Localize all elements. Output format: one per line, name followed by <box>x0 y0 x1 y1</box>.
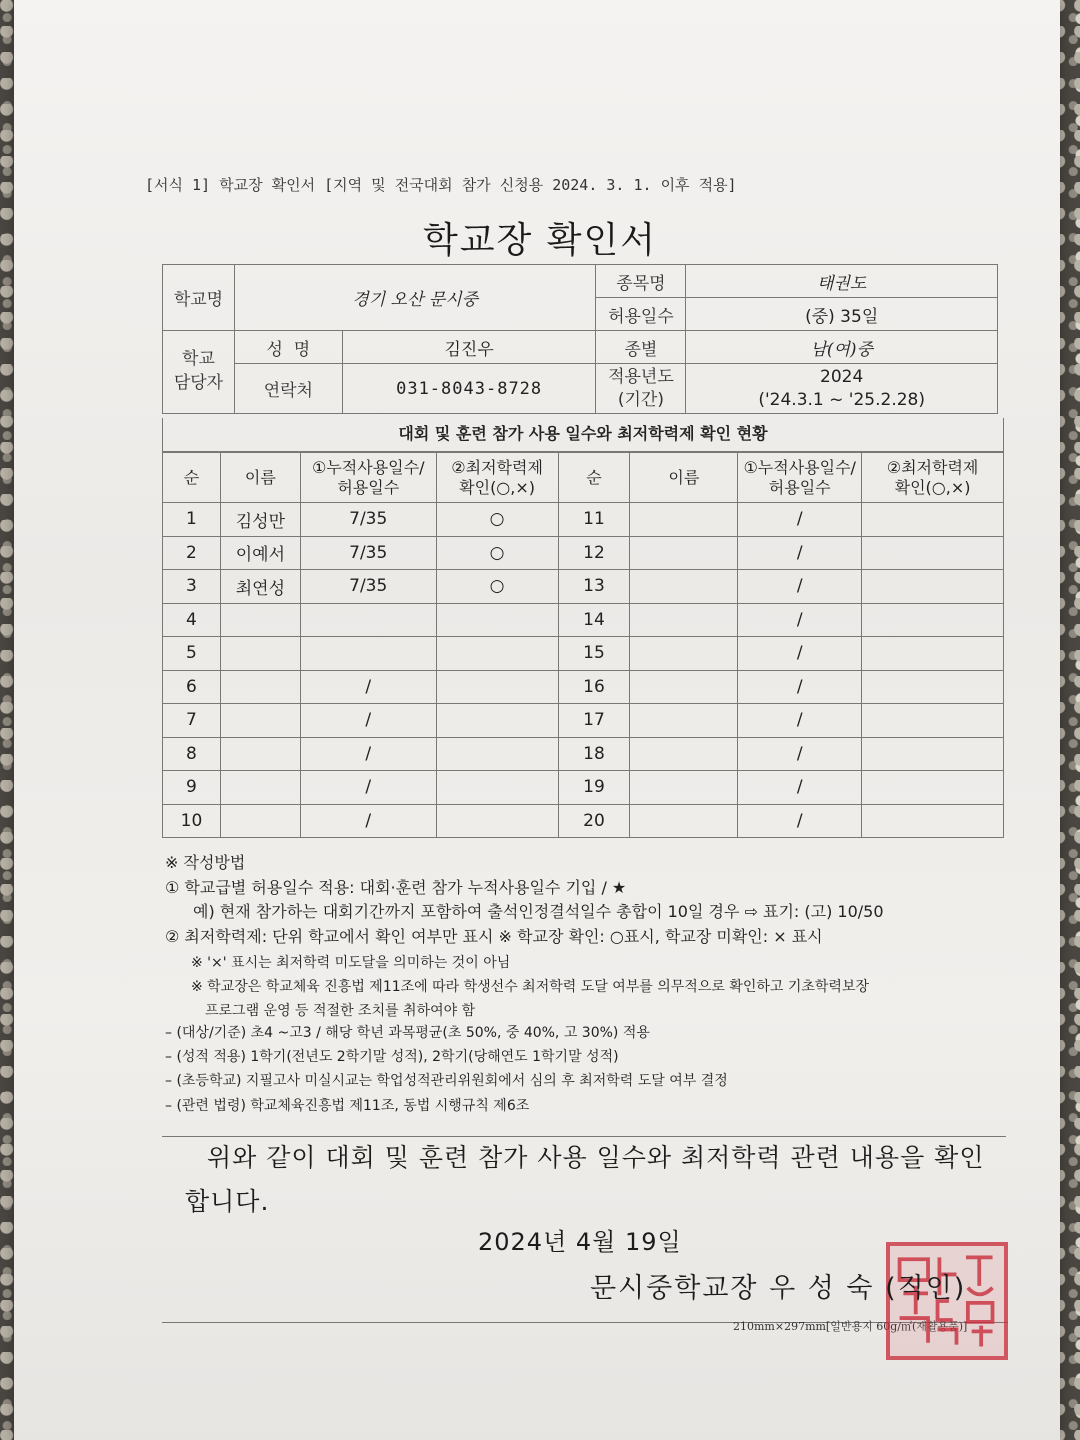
allowed-days-value: (중) 35일 <box>686 298 998 331</box>
cumulative-days: 7/35 <box>300 503 436 537</box>
detail-2: – (성적 적용) 1학기(전년도 2학기말 성적), 2학기(당해연도 1학기말 성적) <box>165 1049 619 1065</box>
row-number: 6 <box>163 670 221 704</box>
period-value: ('24.3.1 ~ '25.2.28) <box>758 389 925 410</box>
student-name <box>630 771 738 805</box>
achievement-check <box>862 704 1004 738</box>
status-table <box>162 452 1004 838</box>
achievement-check <box>436 704 558 738</box>
row-number: 17 <box>558 704 630 738</box>
header-no-2: 순 <box>558 453 630 503</box>
student-name <box>630 536 738 570</box>
achievement-check: ○ <box>436 536 558 570</box>
header-check-2: ②최저학력제 확인(○,×) <box>862 453 1004 503</box>
row-number: 9 <box>163 771 221 805</box>
cumulative-days: / <box>738 637 862 671</box>
table-row <box>163 804 1004 838</box>
student-name: 김성만 <box>220 503 300 537</box>
note-1-example: 예) 현재 참가하는 대회기간까지 포함하여 출석인정결석일수 총합이 10일 경우 ⇨ 표기: (고) 10/50 <box>193 902 884 921</box>
cumulative-days: / <box>738 704 862 738</box>
cumulative-days: / <box>738 536 862 570</box>
header-check: ②최저학력제 확인(○,×) <box>436 453 558 503</box>
student-name <box>630 603 738 637</box>
row-number: 8 <box>163 737 221 771</box>
student-name <box>630 737 738 771</box>
table-row <box>163 704 1004 738</box>
row-number: 16 <box>558 670 630 704</box>
cumulative-days <box>300 637 436 671</box>
note-1: ① 학교급별 허용일수 적용: 대회·훈련 참가 누적사용일수 기입 / ★ <box>165 878 627 897</box>
cumulative-days: / <box>300 771 436 805</box>
student-name <box>630 637 738 671</box>
notes-heading: ※ 작성방법 <box>165 853 246 872</box>
achievement-check <box>862 536 1004 570</box>
table-row <box>163 503 1004 537</box>
row-number: 10 <box>163 804 221 838</box>
row-number: 19 <box>558 771 630 805</box>
document-title: 학교장 확인서 <box>422 220 658 261</box>
student-name <box>630 804 738 838</box>
year-value: 2024 <box>820 366 864 387</box>
student-name <box>220 771 300 805</box>
student-name <box>220 804 300 838</box>
achievement-check <box>862 570 1004 604</box>
row-number: 5 <box>163 637 221 671</box>
row-number: 1 <box>163 503 221 537</box>
row-number: 7 <box>163 704 221 738</box>
cumulative-days: / <box>738 570 862 604</box>
cumulative-days: 7/35 <box>300 536 436 570</box>
table-row <box>163 771 1004 805</box>
status-rows <box>163 503 1004 838</box>
header-no: 순 <box>163 453 221 503</box>
cumulative-days: / <box>738 771 862 805</box>
cumulative-days: / <box>300 704 436 738</box>
student-name <box>220 704 300 738</box>
status-heading: 대회 및 훈련 참가 사용 일수와 최저학력제 확인 현황 <box>162 418 1004 452</box>
detail-1: – (대상/기준) 초4 ~고3 / 해당 학년 과목평균(초 50%, 중 40%, 고 30%) 적용 <box>165 1025 650 1041</box>
event-label: 종목명 <box>596 265 686 298</box>
achievement-check <box>862 637 1004 671</box>
table-row <box>163 670 1004 704</box>
student-name <box>220 737 300 771</box>
detail-3: – (초등학교) 지필고사 미실시교는 학업성적관리위원회에서 심의 후 최저학력 도달 여부 결정 <box>165 1073 728 1089</box>
achievement-check <box>862 670 1004 704</box>
name-value: 김진우 <box>342 331 596 364</box>
achievement-check: ○ <box>436 570 558 604</box>
row-number: 12 <box>558 536 630 570</box>
header-days-2: ①누적사용일수/ 허용일수 <box>738 453 862 503</box>
category-label: 종별 <box>596 331 686 364</box>
table-row <box>163 637 1004 671</box>
achievement-check <box>862 603 1004 637</box>
cumulative-days <box>300 603 436 637</box>
school-value: 경기 오산 문시중 <box>234 265 596 331</box>
achievement-check <box>436 737 558 771</box>
row-number: 15 <box>558 637 630 671</box>
signer-name: 문시중학교장 우 성 숙 <box>590 1273 875 1304</box>
note-2-a: ※ '×' 표시는 최저학력 미도달을 의미하는 것이 아님 <box>191 955 511 971</box>
confirm-date: 2024년 4월 19일 <box>478 1228 682 1256</box>
achievement-check <box>436 804 558 838</box>
achievement-check: ○ <box>436 503 558 537</box>
achievement-check <box>436 670 558 704</box>
row-number: 3 <box>163 570 221 604</box>
form-note: [서식 1] 학교장 확인서 [지역 및 전국대회 참가 신청용 2024. 3. 1. 이후 적용] <box>145 176 737 194</box>
info-table <box>162 264 998 414</box>
cumulative-days: / <box>738 737 862 771</box>
event-value: 태권도 <box>686 265 998 298</box>
student-name <box>220 603 300 637</box>
student-name <box>630 503 738 537</box>
table-row <box>163 536 1004 570</box>
name-label: 성 명 <box>234 331 342 364</box>
contact-value: 031-8043-8728 <box>342 364 596 414</box>
year-cell <box>686 364 998 414</box>
achievement-check <box>862 804 1004 838</box>
cumulative-days: / <box>738 503 862 537</box>
row-number: 20 <box>558 804 630 838</box>
allowed-days-label: 허용일수 <box>596 298 686 331</box>
student-name <box>220 670 300 704</box>
table-row <box>163 737 1004 771</box>
achievement-check <box>436 771 558 805</box>
category-value: 남(여)중 <box>686 331 998 364</box>
row-number: 11 <box>558 503 630 537</box>
manager-label: 학교 담당자 <box>163 331 235 414</box>
cumulative-days: / <box>300 804 436 838</box>
cumulative-days: / <box>738 804 862 838</box>
cumulative-days: 7/35 <box>300 570 436 604</box>
note-2: ② 최저학력제: 단위 학교에서 확인 여부만 표시 ※ 학교장 확인: ○표시, 학교장 미확인: × 표시 <box>165 927 823 946</box>
seal-label: (직인) <box>885 1273 967 1304</box>
achievement-check <box>862 503 1004 537</box>
student-name <box>630 570 738 604</box>
row-number: 18 <box>558 737 630 771</box>
table-row <box>163 570 1004 604</box>
note-2-b2: 프로그램 운영 등 적절한 조치를 취하여야 함 <box>205 1003 476 1019</box>
header-name: 이름 <box>220 453 300 503</box>
student-name <box>630 670 738 704</box>
cumulative-days: / <box>738 670 862 704</box>
detail-4: – (관련 법령) 학교체육진흥법 제11조, 동법 시행규칙 제6조 <box>165 1098 530 1114</box>
row-number: 13 <box>558 570 630 604</box>
school-label: 학교명 <box>163 265 235 331</box>
row-number: 2 <box>163 536 221 570</box>
cumulative-days: / <box>738 603 862 637</box>
note-2-b1: ※ 학교장은 학교체육 진흥법 제11조에 따라 학생선수 최저학력 도달 여부를 의무적으로 확인하고 기초학력보장 <box>191 979 870 995</box>
student-name: 이예서 <box>220 536 300 570</box>
header-name-2: 이름 <box>630 453 738 503</box>
cumulative-days: / <box>300 737 436 771</box>
row-number: 14 <box>558 603 630 637</box>
contact-label: 연락처 <box>234 364 342 414</box>
paper-spec: 210mm×297mm[일반용지 60g/㎡(재활용품)] <box>733 1320 968 1333</box>
row-number: 4 <box>163 603 221 637</box>
header-days: ①누적사용일수/ 허용일수 <box>300 453 436 503</box>
year-label: 적용년도 (기간) <box>596 364 686 414</box>
achievement-check <box>862 737 1004 771</box>
achievement-check <box>862 771 1004 805</box>
cumulative-days: / <box>300 670 436 704</box>
student-name <box>630 704 738 738</box>
student-name <box>220 637 300 671</box>
achievement-check <box>436 603 558 637</box>
achievement-check <box>436 637 558 671</box>
confirm-statement: 위와 같이 대회 및 훈련 참가 사용 일수와 최저학력 관련 내용을 확인합니다. <box>185 1143 985 1216</box>
student-name: 최연성 <box>220 570 300 604</box>
table-row <box>163 603 1004 637</box>
